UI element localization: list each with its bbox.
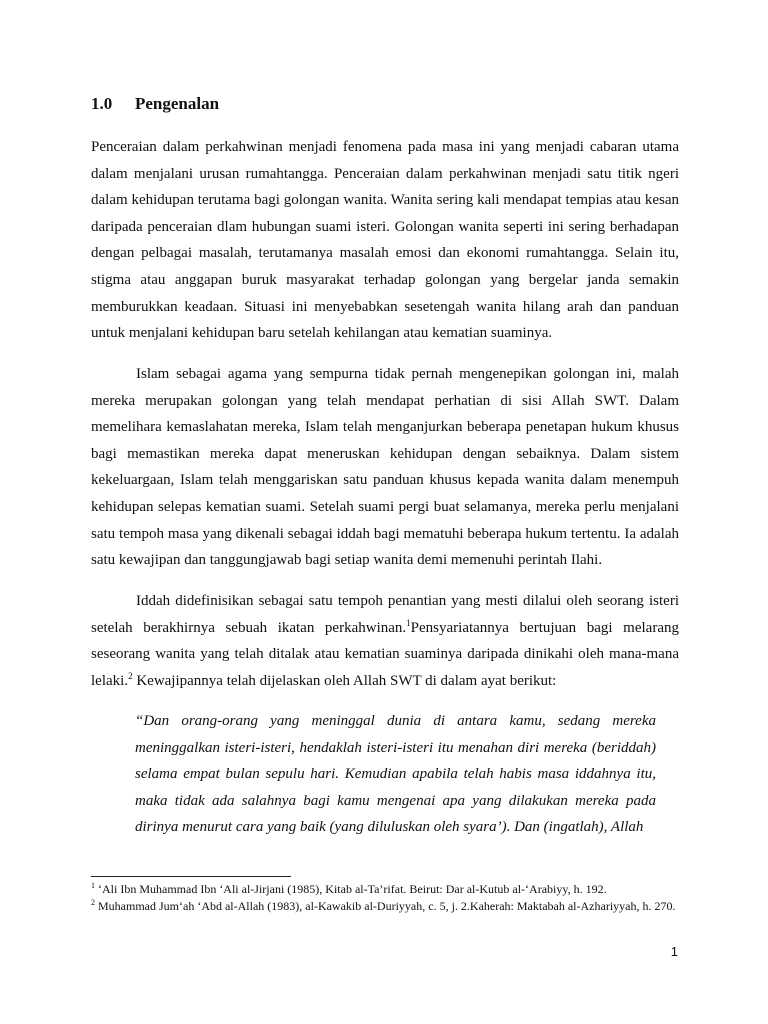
paragraph-1: Penceraian dalam perkahwinan menjadi fenomena pada masa ini yang menjadi cabaran utama dalam menjalani urusan rumahtangga. Penceraian dalam perkahwinan menjadi satu titik ngeri dalam kehidupan terutama bagi golongan wanita. Wanita sering kali mendapat tempias atau kesan daripada penceraian dlam hubungan suami isteri. Golongan wanita seperti ini sering berhadapan dengan pelbagai masalah, terutamanya masalah emosi dan ekonomi rumahtangga. Selain itu, stigma atau anggapan buruk masyarakat terhadap golongan yang bergelar janda semakin memburukkan keadaan. Situasi ini menyebabkan sesetengah wanita hilang arah dan panduan untuk menjalani kehidupan baru setelah kehilangan atau kematian suaminya. [91,139,679,342]
paragraph-3-text-c: Kewajipannya telah dijelaskan oleh Allah SWT di dalam ayat berikut: [132,672,557,689]
paragraph-3-text-a: Iddah didefinisikan sebagai satu tempoh penantian yang mesti dilalui oleh seorang isteri setelah berakhirnya sebuah ikatan perkahwinan. [91,593,679,636]
footnote-2 [91,899,691,914]
footnotes-list [91,882,691,915]
footnote-1 [91,882,691,897]
footnote-mark-1: 1 [91,881,95,890]
footnote-ref-1[interactable]: 1 [406,617,411,628]
paragraph-3-text-b: Pensyariatannya bertujuan bagi melarang seseorang wanita yang telah ditalak atau kematian suaminya daripada dinikahi oleh mana-mana lelaki. [91,619,679,689]
paragraph-3 [91,588,679,694]
section-number: 1.0 [91,94,113,113]
footnote-ref-2[interactable]: 2 [128,670,133,681]
footnote-mark-2: 2 [91,897,95,907]
footnote-2-text: Muhammad Jum‘ah ‘Abd al-Allah (1983), al-Kawakib al-Duriyyah, c. 5, j. 2.Kaherah: Maktabah al-Azhariyyah, h. 270. [95,898,676,913]
section-title: Pengenalan [135,94,220,113]
quranic-quote: “Dan orang-orang yang meninggal dunia di antara kamu, sedang mereka meninggalkan isteri-isteri, hendaklah isteri-isteri itu menahan diri mereka (beriddah) selama empat bulan sepulu hari. Kemudian apabila telah habis masa iddahnya itu, maka tidak ada salahnya bagi kamu mengenai apa yang dilakukan mereka pada dirinya menurut cara yang baik (yang diluluskan oleh syara’). Dan (ingatlah), Allah [135,713,656,836]
footnote-divider [91,876,291,877]
footnote-1-text: ‘Ali Ibn Muhammad Ibn ‘Ali al-Jirjani (1985), Kitab al-Ta’rifat. Beirut: Dar al-Kutub al-‘Arabiyy, h. 192. [95,882,607,896]
page-number: 1 [670,944,678,959]
section-heading [91,92,219,116]
paragraph-2: Islam sebagai agama yang sempurna tidak pernah mengenepikan golongan ini, malah mereka merupakan golongan yang telah mendapat perhatian di sisi Allah SWT. Dalam memelihara kemaslahatan mereka, Islam telah menganjurkan beberapa penetapan hukum khusus bagi memastikan mereka dapat meneruskan kehidupan dengan sebaiknya. Dalam sistem kekeluargaan, Islam telah menggariskan satu panduan khusus kepada wanita dalam menempuh kehidupan selepas kematian suami. Setelah suami pergi buat selamanya, mereka perlu menjalani satu tempoh masa yang dikenali sebagai iddah bagi mematuhi beberapa hukum tertentu. Ia adalah satu kewajipan dan tanggungjawab bagi setiap wanita demi memenuhi perintah Ilahi. [91,366,679,569]
